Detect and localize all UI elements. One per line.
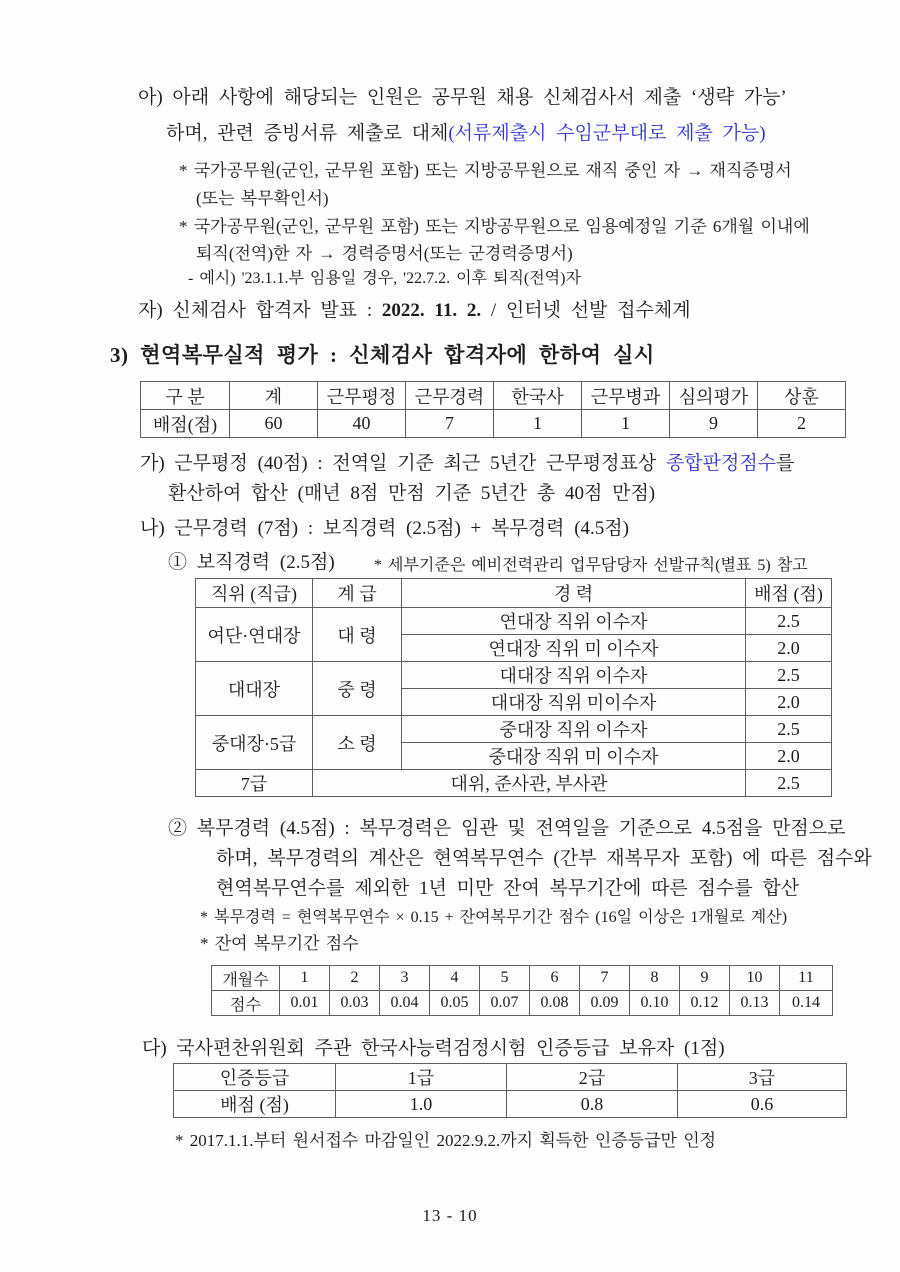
- item2-remain-title: * 잔여 복무기간 점수: [200, 934, 359, 953]
- score-value-cell: 9: [670, 410, 758, 438]
- score-cell: 0.08: [530, 991, 580, 1016]
- table-row: [212, 966, 833, 991]
- rank-cell: 대 령: [313, 608, 402, 662]
- grade-cell: 1급: [336, 1064, 507, 1091]
- grade-points-cell: 0.8: [507, 1091, 678, 1118]
- item1-title: ① 보직경력 (2.5점): [168, 552, 335, 573]
- table-row: [174, 1064, 847, 1091]
- note1-line1: * 국가공무원(군인, 군무원 포함) 또는 지방공무원으로 재직 중인 자 → 재직증명서: [179, 161, 792, 180]
- position-cell: 대대장: [196, 662, 313, 716]
- career-cell: 연대장 직위 이수자: [402, 608, 746, 635]
- table-row: [196, 716, 832, 743]
- position-header-cell: 직위 (직급): [196, 579, 313, 608]
- ga-line1-post: 를: [776, 453, 795, 474]
- ja-prefix: 자) 신체검사 합격자 발표 :: [138, 300, 382, 321]
- month-cell: 5: [480, 966, 530, 991]
- item2-formula: * 복무경력 = 현역복무연수 × 0.15 + 잔여복무기간 점수 (16일 이상은 1개월로 계산): [200, 909, 788, 926]
- da-note: * 2017.1.1.부터 원서접수 마감일인 2022.9.2.까지 획득한 인증등급만 인정: [175, 1131, 717, 1150]
- score-cell: 0.05: [430, 991, 480, 1016]
- ga-line1-blue: 종합판정점수: [665, 453, 777, 474]
- career-cell: 대위, 준사관, 부사관: [313, 770, 746, 797]
- paragraph-da: 다) 국사편찬위원회 주관 한국사능력검정시험 인증등급 보유자 (1점): [142, 1038, 725, 1059]
- points-cell: 2.5: [746, 662, 832, 689]
- history-grade-table: [173, 1063, 847, 1118]
- month-cell: 8: [630, 966, 680, 991]
- table-row: [196, 662, 832, 689]
- remaining-months-table: [211, 965, 833, 1016]
- score-header-cell: 근무병과: [582, 382, 670, 410]
- career-cell: 연대장 직위 미 이수자: [402, 635, 746, 662]
- points-cell: 2.0: [746, 689, 832, 716]
- month-cell: 2: [330, 966, 380, 991]
- table-row: [196, 608, 832, 635]
- item2-line1: ② 복무경력 (4.5점) : 복무경력은 임관 및 전역일을 기준으로 4.5점을 만점으로: [168, 818, 846, 839]
- ah-line2-blue-note: (서류제출시 수임군부대로 제출 가능): [448, 123, 766, 144]
- rank-cell: 소 령: [313, 716, 402, 770]
- score-cell: 0.04: [380, 991, 430, 1016]
- position-career-table: [195, 578, 832, 797]
- score-cell: 0.13: [730, 991, 780, 1016]
- career-cell: 중대장 직위 미 이수자: [402, 743, 746, 770]
- table-row: [196, 770, 832, 797]
- page-number: 13 - 10: [422, 1206, 478, 1225]
- scores-rowlabel-cell: 점수: [212, 991, 280, 1016]
- score-cell: 0.10: [630, 991, 680, 1016]
- score-value-cell: 60: [230, 410, 318, 438]
- score-cell: 0.07: [480, 991, 530, 1016]
- grade-cell: 2급: [507, 1064, 678, 1091]
- score-header-cell: 한국사: [494, 382, 582, 410]
- ja-suffix: / 인터넷 선발 접수체계: [481, 300, 691, 321]
- points-header-cell: 배점 (점): [746, 579, 832, 608]
- score-table: [140, 381, 846, 438]
- rank-header-cell: 계 급: [313, 579, 402, 608]
- month-cell: 6: [530, 966, 580, 991]
- career-cell: 대대장 직위 이수자: [402, 662, 746, 689]
- month-cell: 3: [380, 966, 430, 991]
- position-cell: 여단·연대장: [196, 608, 313, 662]
- ah-line2-text: 하며, 관련 증빙서류 제출로 대체: [166, 123, 449, 144]
- item1-note: * 세부기준은 예비전력관리 업무담당자 선발규칙(별표 5) 참고: [374, 557, 808, 574]
- career-cell: 대대장 직위 미이수자: [402, 689, 746, 716]
- score-header-cell: 근무경력: [406, 382, 494, 410]
- note2-line2: 퇴직(전역)한 자 → 경력증명서(또는 군경력증명서): [196, 244, 573, 263]
- month-cell: 1: [280, 966, 330, 991]
- score-value-cell: 1: [582, 410, 670, 438]
- months-rowlabel-cell: 개월수: [212, 966, 280, 991]
- month-cell: 4: [430, 966, 480, 991]
- points-cell: 2.5: [746, 608, 832, 635]
- score-value-cell: 7: [406, 410, 494, 438]
- grade-rowlabel-cell: 인증등급: [174, 1064, 336, 1091]
- paragraph-na: 나) 근무경력 (7점) : 보직경력 (2.5점) + 복무경력 (4.5점): [140, 518, 629, 539]
- score-header-cell: 계: [230, 382, 318, 410]
- grade-cell: 3급: [678, 1064, 847, 1091]
- score-header-cell: 구 분: [141, 382, 230, 410]
- points-cell: 2.5: [746, 716, 832, 743]
- paragraph-ah-line2: [166, 122, 766, 146]
- note2-example: - 예시) '23.1.1.부 임용일 경우, '22.7.2. 이후 퇴직(전역)자: [188, 270, 581, 287]
- section-heading: 3) 현역복무실적 평가 : 신체검사 합격자에 한하여 실시: [110, 343, 655, 367]
- score-value-cell: 1: [494, 410, 582, 438]
- score-cell: 0.03: [330, 991, 380, 1016]
- career-header-cell: 경 력: [402, 579, 746, 608]
- score-header-cell: 심의평가: [670, 382, 758, 410]
- table-row: [141, 410, 846, 438]
- points-cell: 2.5: [746, 770, 832, 797]
- item2-line2: 하며, 복무경력의 계산은 현역복무연수 (간부 재복무자 포함) 에 따른 점수와: [216, 848, 872, 869]
- points-cell: 2.0: [746, 635, 832, 662]
- points-cell: 2.0: [746, 743, 832, 770]
- grade-points-cell: 1.0: [336, 1091, 507, 1118]
- grade-points-rowlabel-cell: 배점 (점): [174, 1091, 336, 1118]
- score-cell: 0.01: [280, 991, 330, 1016]
- month-cell: 10: [730, 966, 780, 991]
- position-cell: 중대장·5급: [196, 716, 313, 770]
- table-row: [141, 382, 846, 410]
- month-cell: 11: [780, 966, 833, 991]
- grade-points-cell: 0.6: [678, 1091, 847, 1118]
- table-row: [174, 1091, 847, 1118]
- note1-line2: (또는 복무확인서): [196, 189, 329, 208]
- score-value-cell: 40: [318, 410, 406, 438]
- score-value-cell: 2: [758, 410, 846, 438]
- score-rowlabel-cell: 배점(점): [141, 410, 230, 438]
- score-cell: 0.09: [580, 991, 630, 1016]
- table-row: [212, 991, 833, 1016]
- paragraph-ja: [138, 299, 691, 323]
- paragraph-ga-line1: [140, 452, 794, 476]
- item2-line3: 현역복무연수를 제외한 1년 미만 잔여 복무기간에 따른 점수를 합산: [216, 878, 800, 899]
- table-row: [196, 579, 832, 608]
- score-header-cell: 상훈: [758, 382, 846, 410]
- ga-line1-pre: 가) 근무평정 (40점) : 전역일 기준 최근 5년간 근무평정표상: [140, 453, 666, 474]
- paragraph-ah-line1: 아) 아래 사항에 해당되는 인원은 공무원 채용 신체검사서 제출 ‘생략 가능’: [138, 87, 787, 108]
- score-cell: 0.12: [680, 991, 730, 1016]
- score-header-cell: 근무평정: [318, 382, 406, 410]
- month-cell: 7: [580, 966, 630, 991]
- ja-date: 2022. 11. 2.: [381, 300, 482, 321]
- score-cell: 0.14: [780, 991, 833, 1016]
- note2-line1: * 국가공무원(군인, 군무원 포함) 또는 지방공무원으로 임용예정일 기준 6개월 이내에: [179, 217, 810, 236]
- paragraph-ga-line2: 환산하여 합산 (매년 8점 만점 기준 5년간 총 40점 만점): [168, 483, 656, 504]
- rank-cell: 중 령: [313, 662, 402, 716]
- month-cell: 9: [680, 966, 730, 991]
- career-cell: 중대장 직위 이수자: [402, 716, 746, 743]
- position-cell: 7급: [196, 770, 313, 797]
